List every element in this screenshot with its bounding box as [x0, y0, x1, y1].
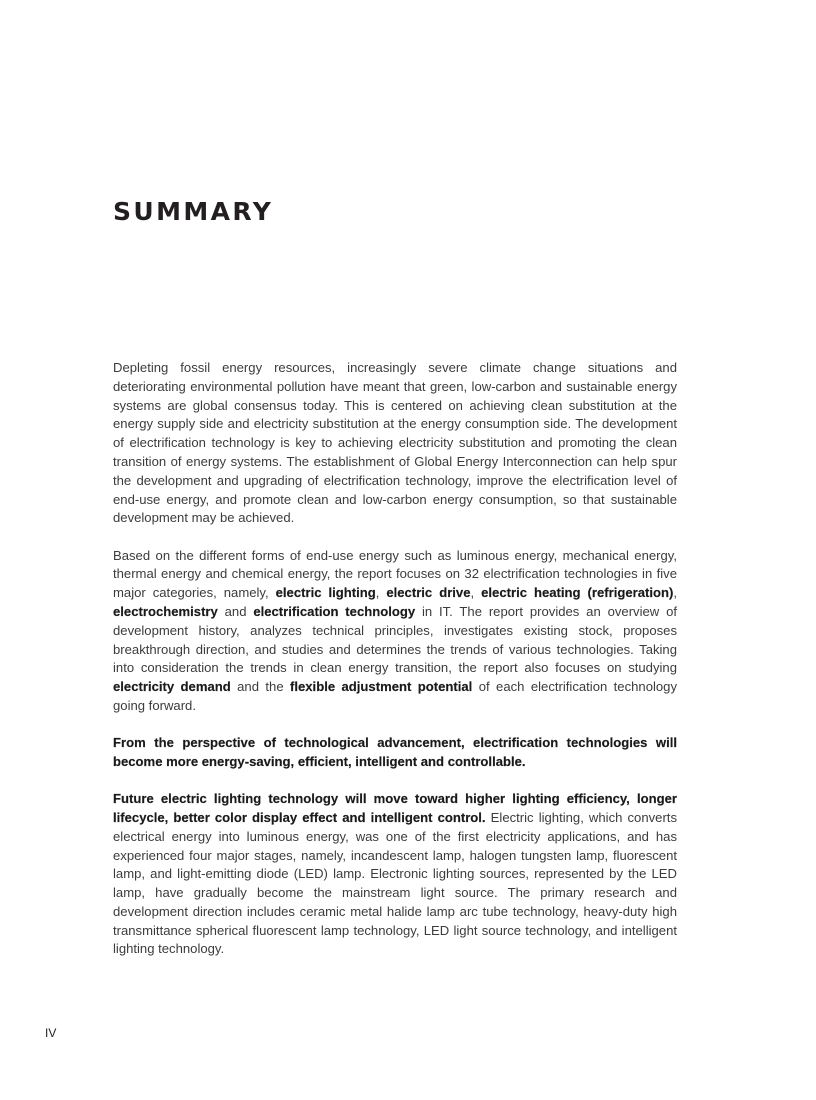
body-text-run: in IT. The report provides an overview of development history, analyzes technical principles, investigates existing stock, proposes breakthrough direction, and studies and determines the trends of various technologies. Taking into consideration the trends in clean energy transition, the report also focuses on studying: [113, 603, 677, 676]
body-text-run: ,: [375, 585, 387, 601]
page-title: SUMMARY: [113, 197, 274, 226]
emphasized-text: electrification technology: [253, 603, 416, 619]
paragraph-intro: [113, 359, 677, 528]
emphasized-text: electric lighting: [275, 585, 376, 601]
paragraph-technology-categories: [113, 547, 677, 716]
body-text-run: Based on the different forms of end-use energy such as luminous energy, mechanical energy, thermal energy and chemical energy, the report focuses on 32 electrification technologies in five major categories, namely,: [113, 547, 677, 601]
body-text-run: Electric lighting, which converts electrical energy into luminous energy, was one of the first electricity applications, and has experienced four major stages, namely, incandescent lamp, halogen tungsten lamp, fluorescent lamp, and light-emitting diode (LED) lamp. Electronic lighting sources, represented by the LED lamp, have gradually become the mainstream light source. The primary research and development direction includes ceramic metal halide lamp arc tube technology, heavy-duty high transmittance spherical fluorescent lamp technology, LED light source technology, and intelligent lighting technology.: [113, 809, 677, 957]
emphasized-text: From the perspective of technological advancement, electrification technologies will become more energy-saving, efficient, intelligent and controllable.: [113, 735, 677, 769]
page-number: IV: [45, 1026, 57, 1040]
body-text-run: Depleting fossil energy resources, increasingly severe climate change situations and deteriorating environmental pollution have meant that green, low-carbon and sustainable energy systems are global consensus today. This is centered on achieving clean substitution at the energy supply side and electricity substitution at the energy consumption side. The development of electrification technology is key to achieving electricity substitution and promoting the clean transition of energy systems. The establishment of Global Energy Interconnection can help spur the development and upgrading of electrification technology, improve the electrification level of end-use energy, and promote clean and low-carbon energy consumption, so that sustainable development may be achieved.: [113, 360, 677, 526]
paragraph-electric-lighting: [113, 790, 677, 959]
emphasized-text: flexible adjustment potential: [290, 679, 473, 695]
emphasized-text: electric heating (refrigeration): [481, 585, 674, 601]
paragraph-technological-advancement: [113, 734, 677, 772]
summary-body: [113, 359, 677, 978]
body-text-run: and: [217, 603, 254, 619]
body-text-run: of each electrification technology going forward.: [113, 679, 677, 713]
emphasized-text: electricity demand: [113, 679, 231, 695]
emphasized-text: Future electric lighting technology will move toward higher lighting efficiency, longer lifecycle, better color display effect and intelligent control.: [113, 791, 677, 825]
body-text-run: ,: [673, 585, 677, 601]
emphasized-text: electrochemistry: [113, 603, 218, 619]
body-text-run: and the: [230, 679, 290, 695]
emphasized-text: electric drive: [386, 585, 471, 601]
body-text-run: ,: [470, 585, 482, 601]
